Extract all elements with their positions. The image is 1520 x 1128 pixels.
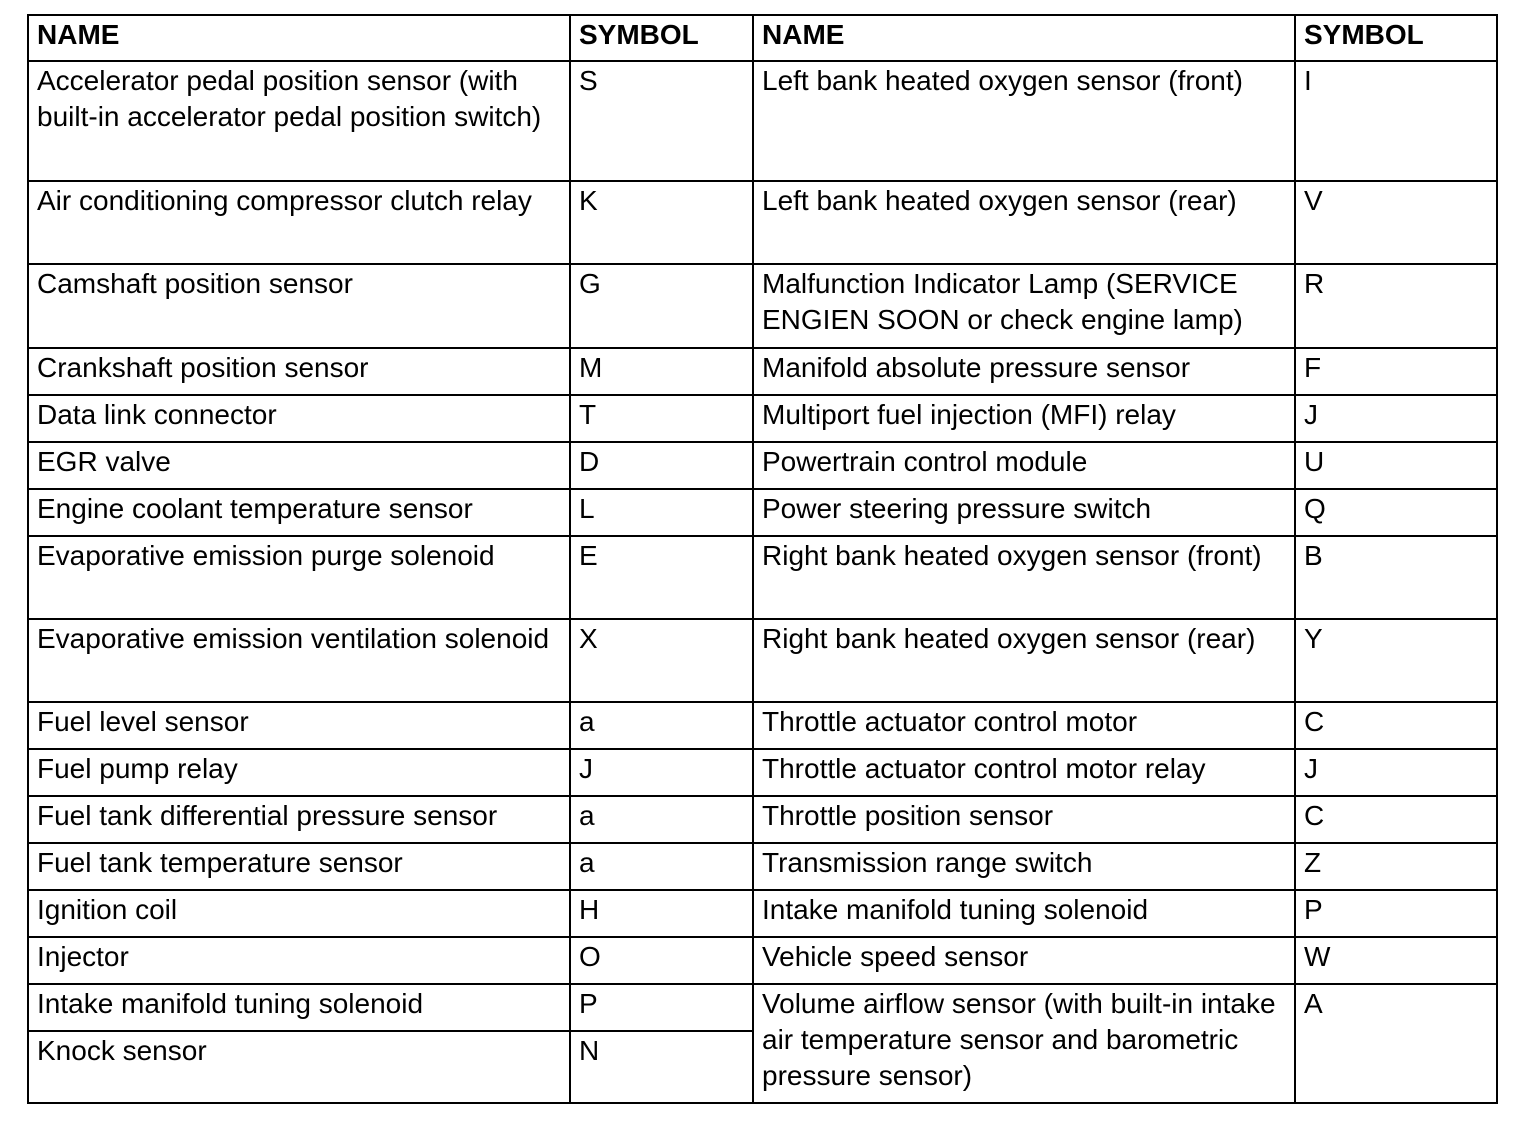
right-symbol: I <box>1295 61 1497 181</box>
left-symbol: S <box>570 61 753 181</box>
left-symbol: G <box>570 264 753 348</box>
left-name: Ignition coil <box>28 890 570 937</box>
right-name: Vehicle speed sensor <box>753 937 1295 984</box>
header-symbol-right: SYMBOL <box>1295 15 1497 61</box>
left-symbol: O <box>570 937 753 984</box>
right-name: Left bank heated oxygen sensor (rear) <box>753 181 1295 264</box>
left-name: Engine coolant temperature sensor <box>28 489 570 536</box>
left-name: Intake manifold tuning solenoid <box>28 984 570 1031</box>
right-symbol: Z <box>1295 843 1497 890</box>
left-symbol: E <box>570 536 753 619</box>
table-row <box>28 181 1497 264</box>
right-name: Powertrain control module <box>753 442 1295 489</box>
right-name: Right bank heated oxygen sensor (rear) <box>753 619 1295 702</box>
left-symbol: L <box>570 489 753 536</box>
table-row <box>28 264 1497 348</box>
table-row <box>28 749 1497 796</box>
header-name-left: NAME <box>28 15 570 61</box>
right-name: Throttle actuator control motor <box>753 702 1295 749</box>
table-row <box>28 937 1497 984</box>
right-symbol: B <box>1295 536 1497 619</box>
table-row <box>28 619 1497 702</box>
table-row <box>28 702 1497 749</box>
table-row <box>28 442 1497 489</box>
left-name: Fuel tank temperature sensor <box>28 843 570 890</box>
right-symbol: U <box>1295 442 1497 489</box>
left-symbol: a <box>570 796 753 843</box>
left-name: Evaporative emission ventilation solenoid <box>28 619 570 702</box>
left-name: Injector <box>28 937 570 984</box>
table-row <box>28 395 1497 442</box>
table-row <box>28 61 1497 181</box>
left-name: Accelerator pedal position sensor (with built-in accelerator pedal position switch) <box>28 61 570 181</box>
right-name: Malfunction Indicator Lamp (SERVICE ENGIEN SOON or check engine lamp) <box>753 264 1295 348</box>
right-name: Left bank heated oxygen sensor (front) <box>753 61 1295 181</box>
table-row <box>28 489 1497 536</box>
header-row <box>28 15 1497 61</box>
right-symbol: J <box>1295 395 1497 442</box>
right-symbol: A <box>1295 984 1497 1103</box>
right-name: Multiport fuel injection (MFI) relay <box>753 395 1295 442</box>
parts-symbol-table <box>27 14 1498 1104</box>
left-symbol: T <box>570 395 753 442</box>
right-name: Intake manifold tuning solenoid <box>753 890 1295 937</box>
table-row <box>28 796 1497 843</box>
left-symbol: H <box>570 890 753 937</box>
left-name: Data link connector <box>28 395 570 442</box>
left-name: Fuel tank differential pressure sensor <box>28 796 570 843</box>
right-symbol: Y <box>1295 619 1497 702</box>
left-symbol: D <box>570 442 753 489</box>
left-symbol: M <box>570 348 753 395</box>
left-symbol: P <box>570 984 753 1031</box>
left-name: Crankshaft position sensor <box>28 348 570 395</box>
header-symbol-left: SYMBOL <box>570 15 753 61</box>
left-name: EGR valve <box>28 442 570 489</box>
right-symbol: Q <box>1295 489 1497 536</box>
right-symbol: R <box>1295 264 1497 348</box>
right-name: Power steering pressure switch <box>753 489 1295 536</box>
right-name: Transmission range switch <box>753 843 1295 890</box>
left-name: Knock sensor <box>28 1031 570 1103</box>
right-name: Volume airflow sensor (with built-in intake air temperature sensor and barometric pressure sensor) <box>753 984 1295 1103</box>
left-symbol: a <box>570 843 753 890</box>
right-symbol: C <box>1295 702 1497 749</box>
left-name: Camshaft position sensor <box>28 264 570 348</box>
right-symbol: F <box>1295 348 1497 395</box>
right-symbol: J <box>1295 749 1497 796</box>
header-name-right: NAME <box>753 15 1295 61</box>
left-name: Fuel pump relay <box>28 749 570 796</box>
right-name: Throttle position sensor <box>753 796 1295 843</box>
right-name: Throttle actuator control motor relay <box>753 749 1295 796</box>
right-symbol: C <box>1295 796 1497 843</box>
table-row <box>28 348 1497 395</box>
left-symbol: J <box>570 749 753 796</box>
left-name: Fuel level sensor <box>28 702 570 749</box>
right-name: Right bank heated oxygen sensor (front) <box>753 536 1295 619</box>
left-name: Evaporative emission purge solenoid <box>28 536 570 619</box>
left-symbol: N <box>570 1031 753 1103</box>
left-name: Air conditioning compressor clutch relay <box>28 181 570 264</box>
right-name: Manifold absolute pressure sensor <box>753 348 1295 395</box>
table-row <box>28 843 1497 890</box>
right-symbol: P <box>1295 890 1497 937</box>
right-symbol: V <box>1295 181 1497 264</box>
left-symbol: a <box>570 702 753 749</box>
right-symbol: W <box>1295 937 1497 984</box>
table-row <box>28 536 1497 619</box>
table-row <box>28 984 1497 1031</box>
left-symbol: K <box>570 181 753 264</box>
left-symbol: X <box>570 619 753 702</box>
table-row <box>28 890 1497 937</box>
